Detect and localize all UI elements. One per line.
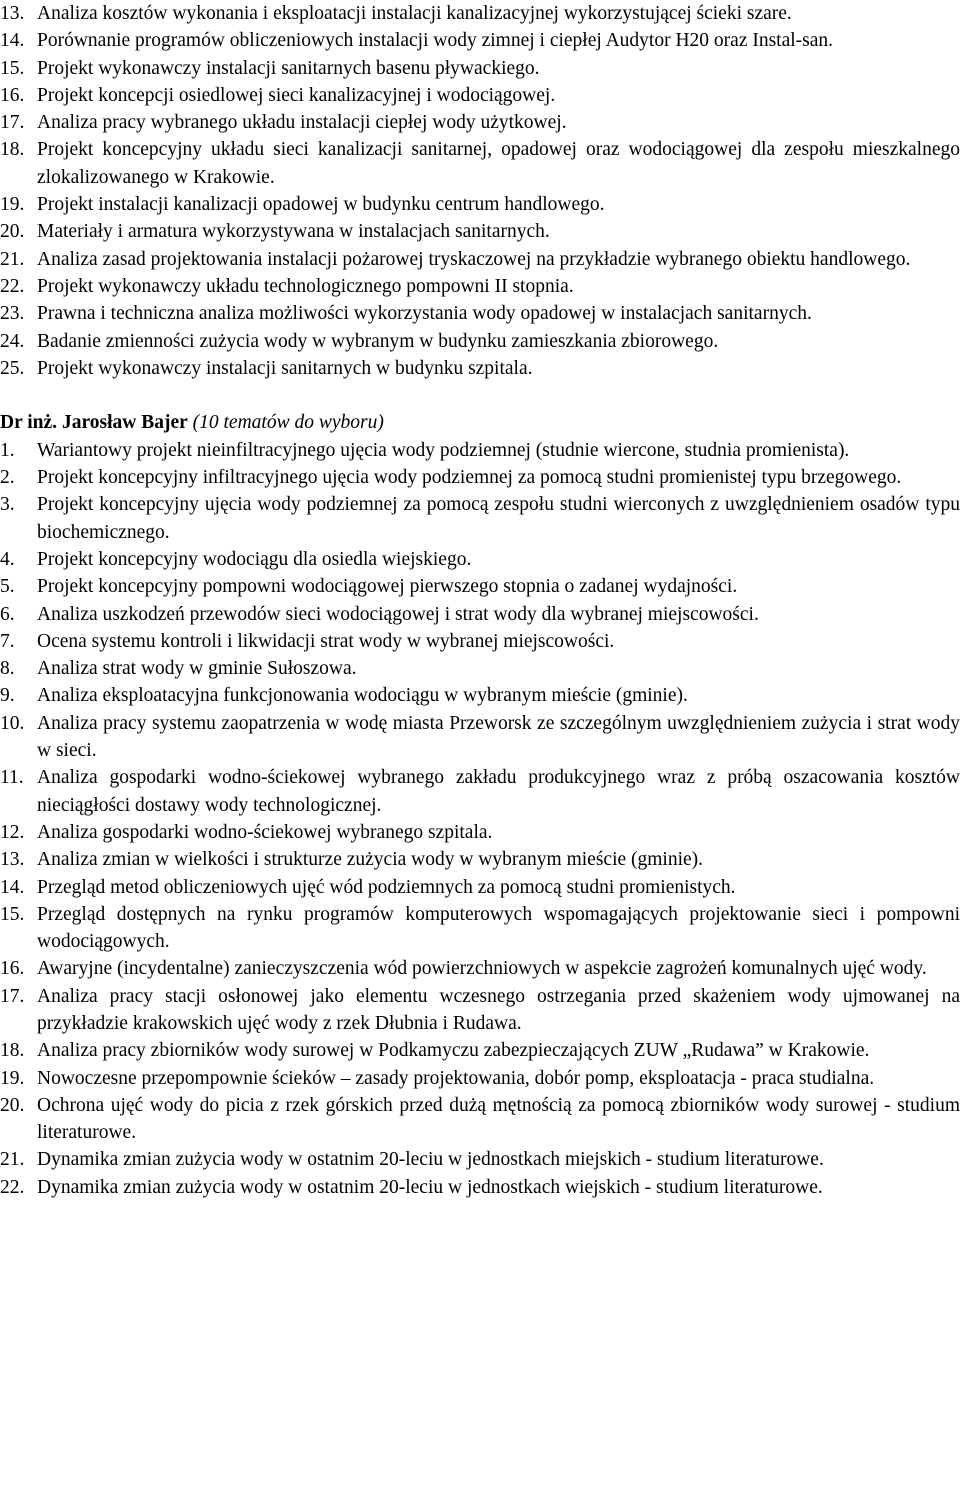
item-text: Awaryjne (incydentalne) zanieczyszczenia wód powierzchniowych w aspekcie zagrożeń komunalnych ujęć wody.	[37, 958, 927, 980]
list-item	[0, 1146, 960, 1173]
item-number: 15.	[0, 57, 25, 79]
item-number: 7.	[0, 630, 15, 652]
item-text: Projekt koncepcyjny pompowni wodociągowej pierwszego stopnia o zadanej wydajności.	[37, 576, 738, 598]
item-number: 18.	[0, 139, 25, 161]
item-text: Ochrona ujęć wody do picia z rzek górskich przed dużą mętnością za pomocą zbiorników wody surowej - studium literaturowe.	[37, 1094, 960, 1144]
item-text: Porównanie programów obliczeniowych instalacji wody zimnej i ciepłej Audytor H20 oraz Instal-san.	[37, 30, 834, 52]
list-item	[0, 0, 960, 27]
item-number: 22.	[0, 1176, 25, 1198]
list-item	[0, 1065, 960, 1092]
item-text: Projekt koncepcyjny ujęcia wody podziemnej za pomocą zespołu studni wierconych z uwzględnieniem osadów typu biochemicznego.	[37, 494, 960, 543]
supervisor-note: (10 tematów do wyboru)	[192, 412, 384, 434]
item-number: 13.	[0, 3, 25, 24]
list-item	[0, 764, 960, 819]
list-item	[0, 437, 960, 464]
list-item	[0, 218, 960, 245]
item-text: Badanie zmienności zużycia wody w wybranym w budynku zamieszkania zbiorowego.	[37, 330, 719, 352]
item-text: Analiza pracy wybranego układu instalacji ciepłej wody użytkowej.	[37, 112, 567, 134]
item-text: Projekt instalacji kanalizacji opadowej w budynku centrum handlowego.	[37, 194, 605, 216]
list-item	[0, 710, 960, 765]
list-item	[0, 682, 960, 709]
item-number: 17.	[0, 112, 25, 134]
list-item	[0, 573, 960, 600]
item-number: 20.	[0, 221, 25, 243]
item-number: 14.	[0, 30, 25, 52]
item-number: 5.	[0, 576, 15, 598]
item-number: 19.	[0, 1067, 25, 1089]
item-number: 17.	[0, 985, 25, 1007]
item-number: 21.	[0, 1149, 25, 1171]
item-number: 13.	[0, 849, 25, 871]
item-text: Wariantowy projekt nieinfiltracyjnego ujęcia wody podziemnej (studnie wiercone, studnia promienista).	[37, 439, 850, 461]
item-text: Analiza strat wody w gminie Sułoszowa.	[37, 658, 357, 680]
supervisor-title: Dr inż.	[0, 412, 58, 434]
item-text: Projekt wykonawczy instalacji sanitarnych basenu pływackiego.	[37, 57, 540, 79]
item-text: Projekt koncepcyjny wodociągu dla osiedla wiejskiego.	[37, 548, 472, 570]
list-item	[0, 846, 960, 873]
item-number: 9.	[0, 685, 15, 707]
list-item	[0, 491, 960, 546]
item-number: 11.	[0, 767, 24, 789]
list-item	[0, 355, 960, 382]
list-item	[0, 901, 960, 956]
item-text: Analiza eksploatacyjna funkcjonowania wodociągu w wybranym mieście (gminie).	[37, 685, 688, 707]
list-item	[0, 136, 960, 191]
list-item	[0, 82, 960, 109]
item-text: Analiza gospodarki wodno-ściekowej wybranego szpitala.	[37, 821, 493, 843]
item-number: 3.	[0, 494, 15, 516]
list-item	[0, 273, 960, 300]
item-text: Projekt koncepcyjny infiltracyjnego ujęcia wody podziemnej za pomocą studni promienistej typu brzegowego.	[37, 467, 902, 489]
section-gap	[0, 382, 960, 409]
item-text: Analiza gospodarki wodno-ściekowej wybranego zakładu produkcyjnego wraz z próbą oszacowania kosztów nieciągłości dostawy wody technologicznej.	[37, 767, 960, 816]
item-text: Analiza pracy zbiorników wody surowej w Podkamyczu zabezpieczających ZUW „Rudawa” w Krakowie.	[37, 1040, 870, 1062]
item-number: 22.	[0, 275, 25, 297]
list-item	[0, 55, 960, 82]
item-number: 18.	[0, 1040, 25, 1062]
list-item	[0, 819, 960, 846]
item-number: 12.	[0, 821, 25, 843]
item-text: Prawna i techniczna analiza możliwości wykorzystania wody opadowej w instalacjach sanitarnych.	[37, 303, 812, 325]
item-text: Analiza pracy systemu zaopatrzenia w wodę miasta Przeworsk ze szczególnym uwzględnieniem zużycia i strat wody w sieci.	[37, 712, 960, 762]
list-item	[0, 328, 960, 355]
item-text: Analiza pracy stacji osłonowej jako elementu wczesnego ostrzegania przed skażeniem wody ujmowanej na przykładzie krakowskich ujęć wody z rzek Dłubnia i Rudawa.	[37, 985, 960, 1034]
supervisor-heading	[0, 409, 960, 436]
list-item	[0, 1174, 960, 1201]
list-item	[0, 246, 960, 273]
topic-list-section-2	[0, 437, 960, 1201]
item-text: Analiza zmian w wielkości i strukturze zużycia wody w wybranym mieście (gminie).	[37, 849, 704, 871]
list-item	[0, 983, 960, 1038]
item-number: 4.	[0, 548, 15, 570]
list-item	[0, 464, 960, 491]
item-number: 1.	[0, 439, 15, 461]
item-number: 14.	[0, 876, 25, 898]
item-number: 25.	[0, 357, 25, 379]
item-number: 20.	[0, 1094, 25, 1116]
list-item	[0, 191, 960, 218]
item-number: 23.	[0, 303, 25, 325]
list-item	[0, 874, 960, 901]
item-number: 24.	[0, 330, 25, 352]
list-item	[0, 601, 960, 628]
item-text: Nowoczesne przepompownie ścieków – zasady projektowania, dobór pomp, eksploatacja - praca studialna.	[37, 1067, 875, 1089]
item-text: Dynamika zmian zużycia wody w ostatnim 20-leciu w jednostkach wiejskich - studium literaturowe.	[37, 1176, 823, 1198]
list-item	[0, 27, 960, 54]
item-number: 16.	[0, 84, 25, 106]
item-text: Materiały i armatura wykorzystywana w instalacjach sanitarnych.	[37, 221, 550, 243]
item-text: Projekt wykonawczy układu technologicznego pompowni II stopnia.	[37, 275, 574, 297]
item-text: Analiza uszkodzeń przewodów sieci wodociągowej i strat wody dla wybranej miejscowości.	[37, 603, 759, 625]
list-item	[0, 546, 960, 573]
item-number: 16.	[0, 958, 25, 980]
supervisor-name: Jarosław Bajer	[61, 412, 188, 434]
list-item	[0, 1037, 960, 1064]
list-item	[0, 109, 960, 136]
item-text: Analiza zasad projektowania instalacji pożarowej tryskaczowej na przykładzie wybranego obiektu handlowego.	[37, 248, 911, 270]
list-item	[0, 655, 960, 682]
item-number: 8.	[0, 658, 15, 680]
item-number: 15.	[0, 903, 25, 925]
item-text: Ocena systemu kontroli i likwidacji strat wody w wybranej miejscowości.	[37, 630, 615, 652]
item-text: Projekt koncepcji osiedlowej sieci kanalizacyjnej i wodociągowej.	[37, 84, 556, 106]
item-text: Analiza kosztów wykonania i eksploatacji instalacji kanalizacyjnej wykorzystującej ścieki szare.	[37, 3, 792, 24]
list-item	[0, 1092, 960, 1147]
item-number: 10.	[0, 712, 25, 734]
list-item	[0, 628, 960, 655]
list-item	[0, 955, 960, 982]
item-number: 2.	[0, 467, 15, 489]
item-number: 21.	[0, 248, 25, 270]
list-item	[0, 300, 960, 327]
item-text: Projekt wykonawczy instalacji sanitarnych w budynku szpitala.	[37, 357, 533, 379]
item-number: 6.	[0, 603, 15, 625]
item-text: Projekt koncepcyjny układu sieci kanalizacji sanitarnej, opadowej oraz wodociągowej dla zespołu mieszkalnego zlokalizowanego w Krakowie.	[37, 139, 960, 188]
item-number: 19.	[0, 194, 25, 216]
item-text: Dynamika zmian zużycia wody w ostatnim 20-leciu w jednostkach miejskich - studium literaturowe.	[37, 1149, 824, 1171]
item-text: Przegląd dostępnych na rynku programów komputerowych wspomagających projektowanie sieci i pompowni wodociągowych.	[37, 903, 960, 953]
item-text: Przegląd metod obliczeniowych ujęć wód podziemnych za pomocą studni promienistych.	[37, 876, 736, 898]
topic-list-section-1	[0, 0, 960, 382]
